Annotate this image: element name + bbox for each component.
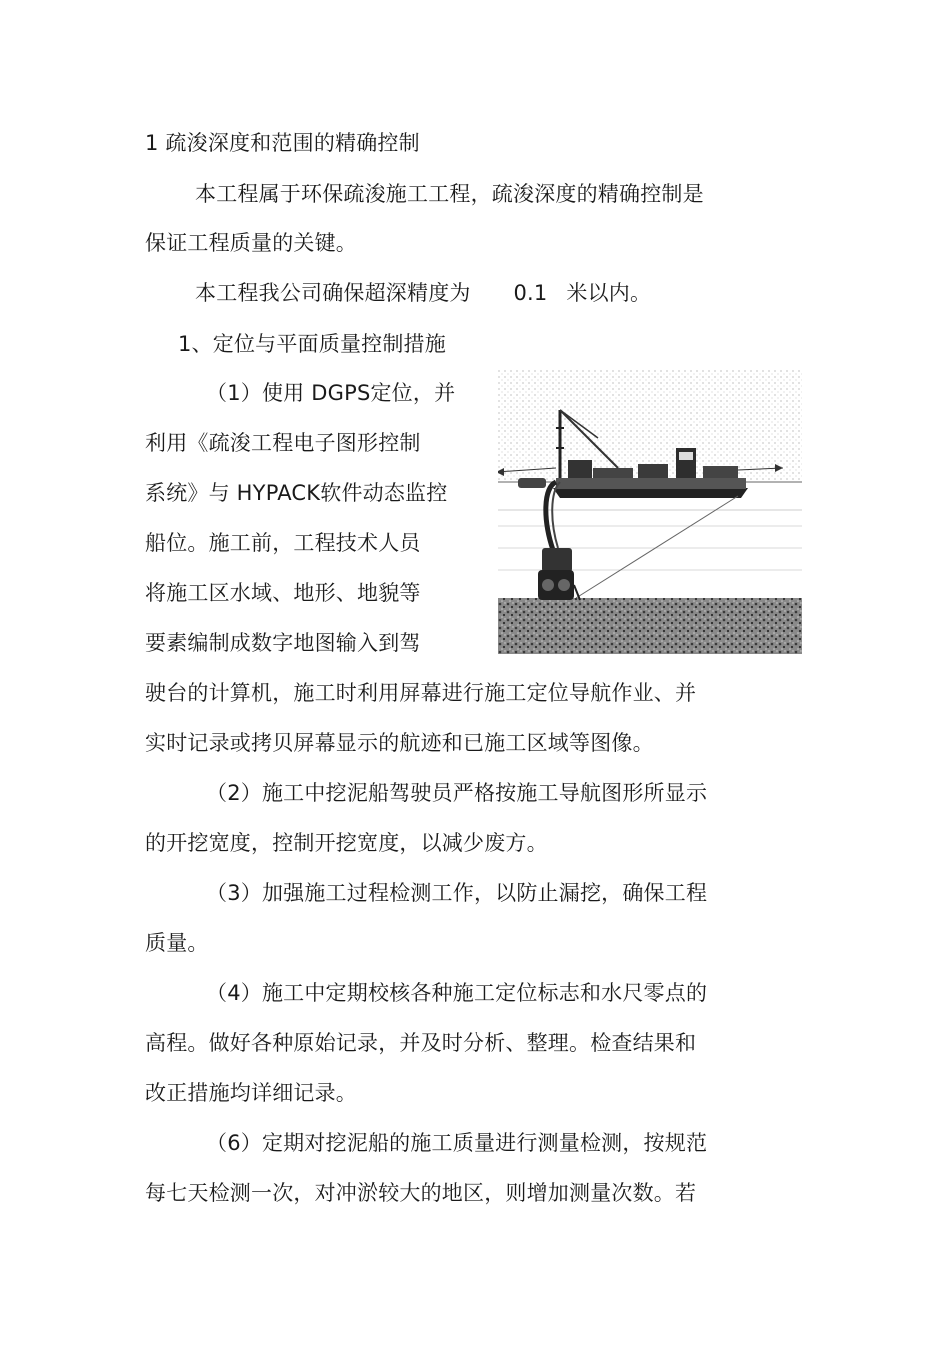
item1-line: 利用《疏浚工程电子图形控制 — [145, 431, 421, 455]
precision-line — [195, 280, 651, 306]
item3-line: （3）加强施工过程检测工作，以防止漏挖，确保工程 — [206, 881, 708, 905]
precision-value: 0.1 — [513, 281, 548, 305]
item3-line: 质量。 — [145, 931, 209, 955]
item1-line: （1）使用 DGPS定位，并 — [206, 381, 456, 405]
intro-line-1: 本工程属于环保疏浚施工工程，疏浚深度的精确控制是 — [195, 182, 704, 206]
item1-line: 实时记录或拷贝屏幕显示的航迹和已施工区域等图像。 — [145, 731, 654, 755]
subsection-heading: 1、定位与平面质量控制措施 — [178, 332, 446, 356]
precision-prefix: 本工程我公司确保超深精度为 — [195, 281, 471, 305]
item6-line: 每七天检测一次，对冲淤较大的地区，则增加测量次数。若 — [145, 1181, 697, 1205]
item4-line: （4）施工中定期校核各种施工定位标志和水尺零点的 — [206, 981, 708, 1005]
item1-line: 将施工区水域、地形、地貌等 — [145, 581, 421, 605]
item1-line: 船位。施工前，工程技术人员 — [145, 531, 421, 555]
section-heading: 1 疏浚深度和范围的精确控制 — [145, 131, 420, 155]
precision-suffix: 米以内。 — [566, 281, 652, 305]
item1-line: 系统》与 HYPACK软件动态监控 — [145, 481, 448, 505]
item1-line: 驶台的计算机，施工时利用屏幕进行施工定位导航作业、并 — [145, 681, 697, 705]
item2-line: 的开挖宽度，控制开挖宽度，以减少废方。 — [145, 831, 548, 855]
item2-line: （2）施工中挖泥船驾驶员严格按施工导航图形所显示 — [206, 781, 708, 805]
item6-line: （6）定期对挖泥船的施工质量进行测量检测，按规范 — [206, 1131, 708, 1155]
item4-line: 改正措施均详细记录。 — [145, 1081, 357, 1105]
intro-line-2: 保证工程质量的关键。 — [145, 231, 357, 255]
dredger-illustration — [498, 370, 802, 654]
item4-line: 高程。做好各种原始记录，并及时分析、整理。检查结果和 — [145, 1031, 697, 1055]
item1-line: 要素编制成数字地图输入到驾 — [145, 631, 421, 655]
